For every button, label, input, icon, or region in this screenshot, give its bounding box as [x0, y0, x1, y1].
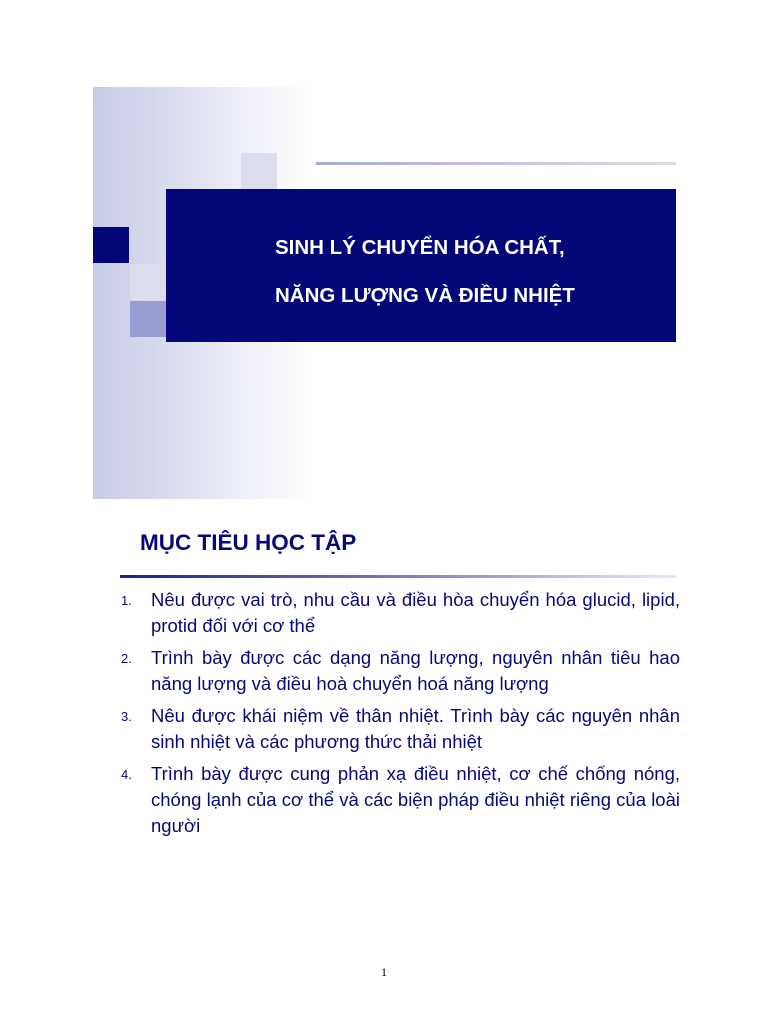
objective-text: Nêu được vai trò, nhu cầu và điều hòa chuyển hóa glucid, lipid, protid đối với cơ thể — [151, 589, 680, 636]
decorative-square — [130, 301, 166, 337]
objective-text: Trình bày được cung phản xạ điều nhiệt, cơ chế chống nóng, chóng lạnh của cơ thể và các biện pháp điều nhiệt riêng của loài người — [151, 763, 680, 836]
objective-text: Nêu được khái niệm về thân nhiệt. Trình bày các nguyên nhân sinh nhiệt và các phương thức thải nhiệt — [151, 705, 680, 752]
page-title — [275, 224, 673, 320]
section-heading: MỤC TIÊU HỌC TẬP — [140, 530, 357, 555]
objective-text: Trình bày được các dạng năng lượng, nguyên nhân tiêu hao năng lượng và điều hoà chuyển hoá năng lượng — [151, 647, 680, 694]
page-number: 1 — [381, 965, 387, 979]
objective-number: 2. — [121, 651, 132, 666]
decorative-square — [130, 264, 166, 300]
objective-item — [120, 645, 680, 697]
objective-number: 4. — [121, 767, 132, 782]
objective-item — [120, 761, 680, 839]
objective-item — [120, 703, 680, 755]
decorative-top-line — [316, 162, 676, 165]
decorative-square — [241, 153, 277, 189]
objective-number: 1. — [121, 593, 132, 608]
heading-divider — [120, 575, 676, 578]
decorative-square — [93, 227, 129, 263]
title-line-1: SINH LÝ CHUYỂN HÓA CHẤT, — [275, 236, 565, 259]
objective-number: 3. — [121, 709, 132, 724]
title-line-2: NĂNG LƯỢNG VÀ ĐIỀU NHIỆT — [275, 284, 575, 307]
objective-item — [120, 587, 680, 639]
objectives-list — [120, 587, 680, 845]
